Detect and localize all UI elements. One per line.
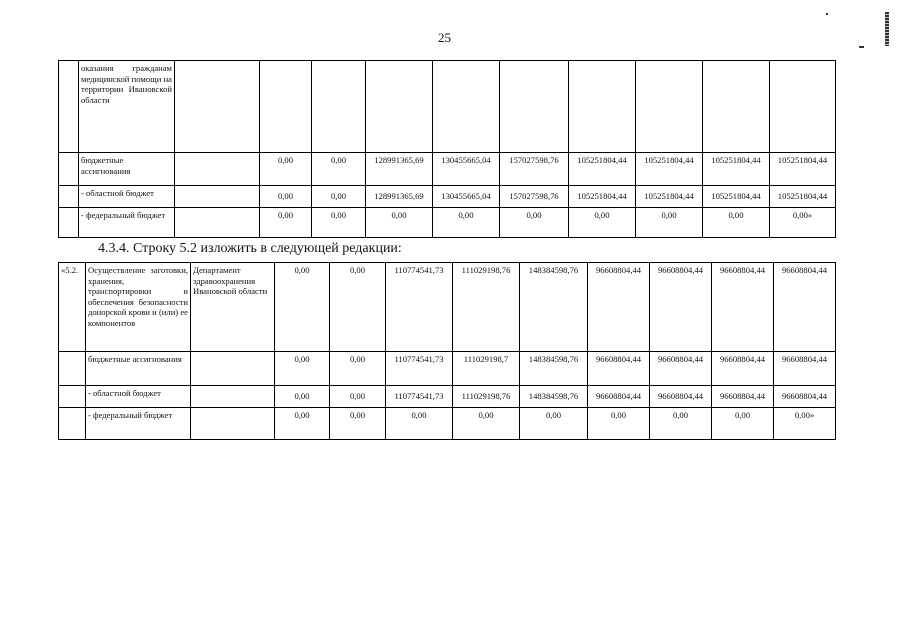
value-cell: 105251804,44 [770,186,836,208]
value-cell: 96608804,44 [650,386,712,408]
value-cell [500,61,569,153]
row-name-cell: бюджетные ассигнования [79,153,175,186]
value-cell: 128991365,69 [366,153,433,186]
value-cell: 111029198,76 [453,386,520,408]
value-cell: 0,00 [433,208,500,238]
budget-table-row-5-2 [58,262,836,440]
value-cell: 105251804,44 [569,153,636,186]
value-cell: 157027598,76 [500,153,569,186]
value-cell: 148384598,76 [520,352,588,386]
value-cell: 96608804,44 [588,386,650,408]
value-cell: 96608804,44 [650,263,712,352]
row-number-cell [59,408,86,440]
row-name-cell: - областной бюджет [79,186,175,208]
value-cell: 130455665,04 [433,153,500,186]
row-number-cell [59,352,86,386]
row-number-cell [59,208,79,238]
value-cell [433,61,500,153]
value-cell: 0,00» [774,408,836,440]
value-cell: 0,00 [260,153,312,186]
value-cell: 105251804,44 [636,153,703,186]
value-cell: 96608804,44 [650,352,712,386]
executor-cell [175,186,260,208]
value-cell: 0,00 [500,208,569,238]
table-row [59,386,836,408]
value-cell: 105251804,44 [770,153,836,186]
table-row [59,352,836,386]
value-cell [312,61,366,153]
executor-cell [191,408,275,440]
value-cell: 0,00 [260,186,312,208]
scan-dash-mark [859,46,864,48]
value-cell: 0,00 [330,386,386,408]
executor-cell [191,352,275,386]
budget-table-continued [58,60,836,238]
executor-cell [191,386,275,408]
executor-cell [175,208,260,238]
row-name-cell: оказания гражданам медицинской помощи на территории Ивановской области [79,61,175,153]
value-cell [703,61,770,153]
value-cell: 130455665,04 [433,186,500,208]
value-cell: 105251804,44 [703,186,770,208]
value-cell: 0,00 [330,352,386,386]
value-cell: 110774541,73 [386,386,453,408]
value-cell: 0,00 [453,408,520,440]
table-row [59,61,836,153]
value-cell [770,61,836,153]
value-cell: 0,00 [312,153,366,186]
value-cell: 0,00 [636,208,703,238]
table-row [59,153,836,186]
value-cell: 96608804,44 [712,263,774,352]
scan-margin-mark [885,12,889,46]
value-cell: 0,00 [330,263,386,352]
value-cell: 96608804,44 [588,263,650,352]
value-cell: 0,00 [275,408,330,440]
value-cell: 0,00 [330,408,386,440]
row-number-cell [59,386,86,408]
value-cell: 0,00 [386,408,453,440]
value-cell: 0,00 [703,208,770,238]
row-number-cell [59,153,79,186]
row-name-cell: Осуществление заготовки, хранения, транспортировки и обеспечения безопасности донорской крови и (или) ее компонентов [86,263,191,352]
row-name-cell: бюджетные ассигнования [86,352,191,386]
row-number-cell [59,61,79,153]
value-cell: 157027598,76 [500,186,569,208]
page-number: 25 [438,30,451,45]
value-cell: 0,00 [312,208,366,238]
amendment-instruction: 4.3.4. Строку 5.2 изложить в следующей редакции: [98,241,402,256]
value-cell [366,61,433,153]
value-cell: 148384598,76 [520,263,588,352]
value-cell: 96608804,44 [712,352,774,386]
executor-cell [175,61,260,153]
value-cell: 96608804,44 [588,352,650,386]
value-cell [260,61,312,153]
value-cell: 105251804,44 [636,186,703,208]
value-cell: 0,00 [275,263,330,352]
row-number-cell [59,186,79,208]
value-cell: 111029198,7 [453,352,520,386]
value-cell [636,61,703,153]
value-cell: 0,00 [312,186,366,208]
value-cell: 0,00 [275,386,330,408]
value-cell: 96608804,44 [774,386,836,408]
value-cell: 105251804,44 [703,153,770,186]
scan-speck-mark [826,13,828,15]
table-row [59,263,836,352]
row-name-cell: - федеральный бюджет [79,208,175,238]
value-cell: 0,00 [275,352,330,386]
value-cell: 96608804,44 [712,386,774,408]
value-cell: 0,00 [650,408,712,440]
value-cell: 0,00» [770,208,836,238]
table-row [59,186,836,208]
value-cell: 105251804,44 [569,186,636,208]
value-cell: 110774541,73 [386,263,453,352]
value-cell: 0,00 [520,408,588,440]
value-cell: 96608804,44 [774,352,836,386]
value-cell: 111029198,76 [453,263,520,352]
value-cell: 0,00 [712,408,774,440]
value-cell: 96608804,44 [774,263,836,352]
value-cell: 0,00 [588,408,650,440]
value-cell: 0,00 [569,208,636,238]
value-cell: 148384598,76 [520,386,588,408]
value-cell: 110774541,73 [386,352,453,386]
row-number-cell: «5.2. [59,263,86,352]
table-row [59,408,836,440]
executor-cell [175,153,260,186]
value-cell: 0,00 [260,208,312,238]
executor-cell: Департамент здравоохранения Ивановской области [191,263,275,352]
row-name-cell: - областной бюджет [86,386,191,408]
table-row [59,208,836,238]
row-name-cell: - федеральный бюджет [86,408,191,440]
value-cell [569,61,636,153]
value-cell: 0,00 [366,208,433,238]
value-cell: 128991365,69 [366,186,433,208]
